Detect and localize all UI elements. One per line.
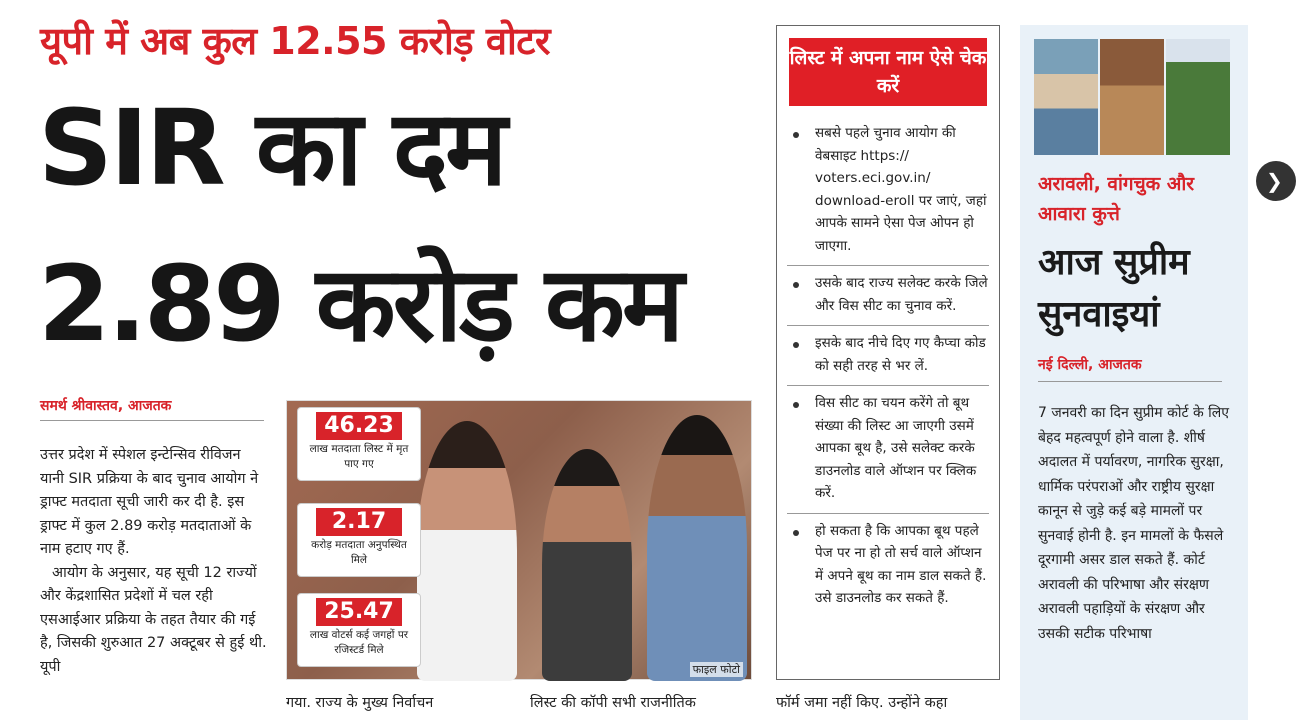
side-rule (1038, 381, 1222, 382)
stat-value: 25.47 (316, 598, 402, 626)
chevron-right-icon: ❯ (1266, 169, 1283, 193)
thumbnail-portrait (1034, 39, 1098, 155)
byline-rule (40, 420, 264, 421)
side-thumbnails (1034, 39, 1230, 155)
list-item (787, 326, 989, 386)
step-text: इसके बाद नीचे दिए गए कैप्चा कोड को सही तरह से भर लें. (815, 335, 986, 374)
side-body: 7 जनवरी का दिन सुप्रीम कोर्ट के लिए बेहद महत्वपूर्ण होने वाला है. शीर्ष अदालत में पर्यावरण, नागरिक सुरक्षा, धार्मिक परंपराओं और राष्ट्रीय सुरक्षा कानून से जुड़े कई बड़े मामलों पर सुनवाई होनी है. इन मामलों के फैसले दूरगामी असर डाल सकते हैं. कोर्ट अरावली की परिभाषा और संरक्षण अरावली पहाड़ियों के संरक्षण और उसकी सटीक परिभाषा (1038, 405, 1230, 642)
thumbnail-doorway (1100, 39, 1164, 155)
stat-label: लाख वोटर्स कई जगहों पर रजिस्टर्ड मिले (309, 629, 409, 656)
step-text: हो सकता है कि आपका बूथ पहले पेज पर ना हो तो सर्च वाले ऑप्शन में अपने बूथ का नाम डाल सकते हैं. उसे डाउनलोड कर सकते हैं. (815, 522, 987, 606)
bullet-icon (793, 402, 799, 408)
list-item (787, 514, 989, 618)
stat-label: लाख मतदाता लिस्ट में मृत पाए गए (309, 443, 409, 470)
main-paragraph-2: आयोग के अनुसार, यह सूची 12 राज्यों और केंद्रशासित प्रदेशों में चल रही एसआईआर प्रक्रिया के तहत तैयार की गई है, जिसकी शुरुआत 27 अक्टूबर से हुई थी. यूपी (40, 564, 267, 675)
stat-value: 2.17 (316, 508, 402, 536)
main-byline: समर्थ श्रीवास्तव, आजतक (40, 398, 172, 414)
howto-box (776, 25, 1000, 680)
column-3-snippet: लिस्ट की कॉपी सभी राजनीतिक (530, 695, 696, 711)
photo-credit: फाइल फोटो (690, 662, 743, 677)
step-text: सबसे पहले चुनाव आयोग की वेबसाइट https:// voters.eci.gov.in/ download-eroll पर जाएं, जहां आपके सामने ऐसा पेज ओपन हो जाएगा. (815, 125, 987, 254)
list-item (787, 386, 989, 514)
bullet-icon (793, 132, 799, 138)
stat-box-duplicate-voters (297, 593, 421, 667)
main-body-column (40, 444, 268, 679)
column-2-snippet: गया. राज्य के मुख्य निर्वाचन (286, 695, 434, 711)
person-figure-2 (542, 449, 632, 681)
photo-panel (286, 400, 752, 680)
person-figure-1 (417, 421, 517, 681)
howto-steps (787, 116, 989, 618)
column-4-snippet: फॉर्म जमा नहीं किए. उन्होंने कहा (776, 695, 948, 711)
side-story (1020, 25, 1248, 720)
howto-title: लिस्ट में अपना नाम ऐसे चेक करें (789, 38, 987, 106)
next-arrow-button[interactable] (1256, 161, 1296, 201)
side-byline: नई दिल्ली, आजतक (1038, 357, 1142, 373)
stat-box-absent-voters (297, 503, 421, 577)
person-figure-3 (647, 415, 747, 681)
main-headline-line2: 2.89 करोड़ कम (38, 243, 682, 365)
main-story-kicker: यूपी में अब कुल 12.55 करोड़ वोटर (40, 19, 551, 63)
thumbnail-hills (1166, 39, 1230, 155)
stat-label: करोड़ मतदाता अनुपस्थित मिले (311, 539, 407, 566)
main-paragraph-1: उत्तर प्रदेश में स्पेशल इन्टेन्सिव रीविजन यानी SIR प्रक्रिया के बाद चुनाव आयोग ने ड्राफ्ट मतदाता सूची जारी कर दी है. इस ड्राफ्ट में कुल 2.89 करोड़ मतदाताओं के नाम हटाए गए हैं. (40, 447, 259, 557)
main-headline-line1: SIR का दम (38, 87, 505, 209)
side-headline: आज सुप्रीम सुनवाइयां (1038, 242, 1190, 335)
bullet-icon (793, 530, 799, 536)
bullet-icon (793, 342, 799, 348)
list-item (787, 116, 989, 266)
list-item (787, 266, 989, 326)
step-text: विस सीट का चयन करेंगे तो बूथ संख्या की लिस्ट आ जाएगी उसमें आपका बूथ है, उसे सलेक्ट करके डाउनलोड वाले ऑप्शन पर क्लिक करें. (815, 395, 977, 501)
stat-value: 46.23 (316, 412, 402, 440)
step-text: उसके बाद राज्य सलेक्ट करके जिले और विस सीट का चुनाव करें. (815, 275, 988, 314)
stat-box-dead-voters (297, 407, 421, 481)
side-kicker: अरावली, वांगचुक और आवारा कुत्ते (1038, 173, 1195, 225)
bullet-icon (793, 282, 799, 288)
